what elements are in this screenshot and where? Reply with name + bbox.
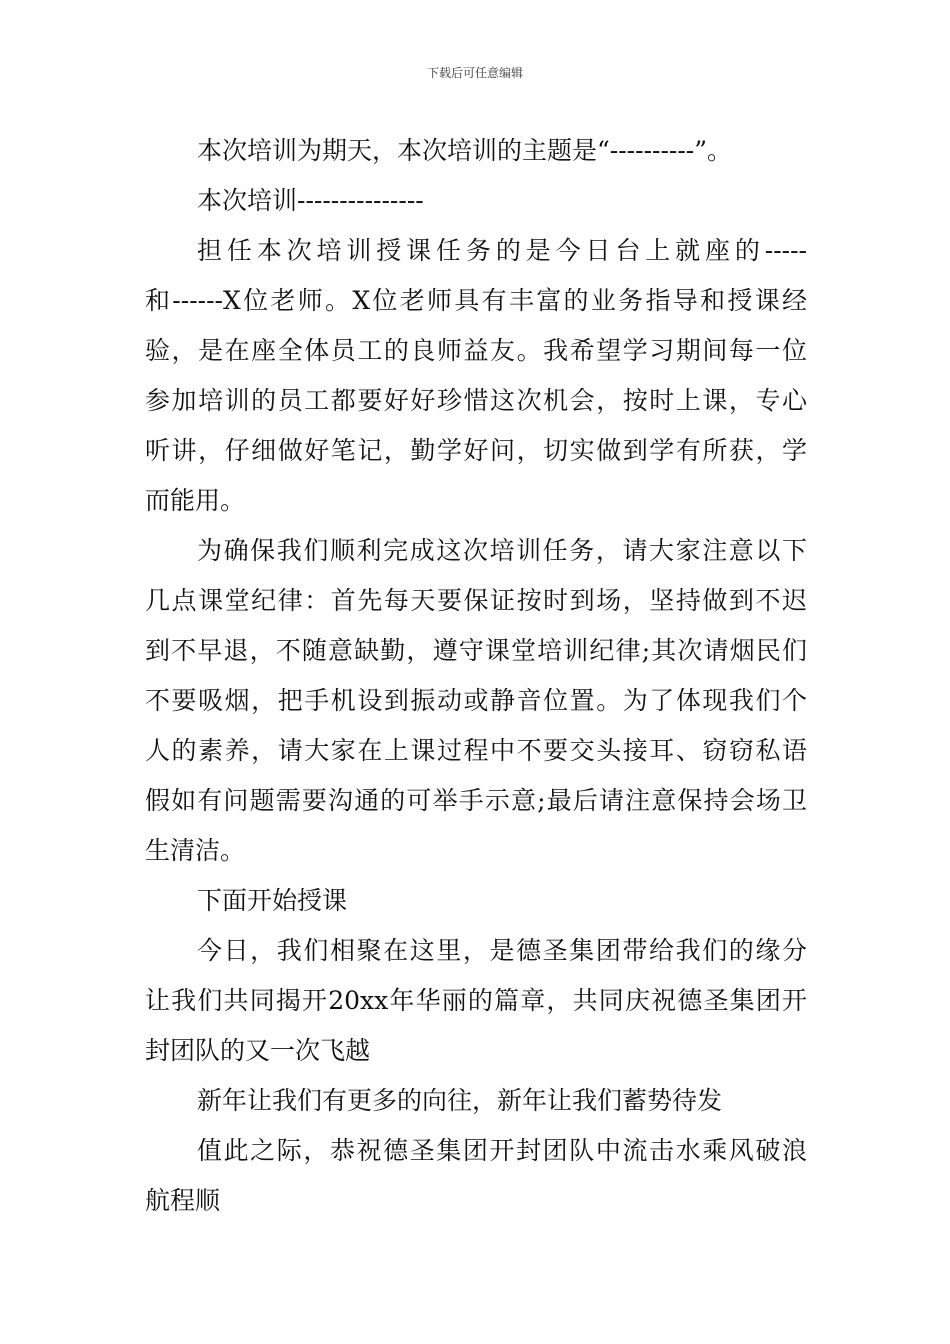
text-line: 担任本次培训授课任务的是今日台上就座的-----	[197, 236, 807, 265]
text-line: 几点课堂纪律：首先每天要保证按时到场，坚持做到不迟	[145, 586, 807, 615]
text-line: 让我们共同揭开20xx年华丽的篇章，共同庆祝德圣集团开	[145, 986, 807, 1015]
text-line: 听讲，仔细做好笔记，勤学好问，切实做到学有所获，学	[145, 436, 807, 465]
text-line: 和------X位老师。X位老师具有丰富的业务指导和授课经	[145, 286, 807, 315]
text-line: 生清洁。	[145, 836, 246, 865]
text-line: 封团队的又一次飞越	[145, 1036, 371, 1065]
text-line: 验，是在座全体员工的良师益友。我希望学习期间每一位	[145, 336, 807, 365]
text-line: 假如有问题需要沟通的可举手示意;最后请注意保持会场卫	[145, 786, 807, 815]
text-line: 下面开始授课	[197, 886, 348, 915]
text-line: 到不早退，不随意缺勤，遵守课堂培训纪律;其次请烟民们	[145, 636, 807, 665]
text-line: 为确保我们顺利完成这次培训任务，请大家注意以下	[197, 536, 807, 565]
text-line: 不要吸烟，把手机设到振动或静音位置。为了体现我们个	[145, 686, 807, 715]
text-line: 人的素养，请大家在上课过程中不要交头接耳、窃窃私语	[145, 736, 807, 765]
text-line: 本次培训为期天，本次培训的主题是“----------”。	[197, 136, 733, 165]
text-line: 参加培训的员工都要好好珍惜这次机会，按时上课，专心	[145, 386, 807, 415]
page-header-note: 下载后可任意编辑	[426, 66, 523, 80]
text-line: 今日，我们相聚在这里，是德圣集团带给我们的缘分	[197, 936, 807, 965]
text-line: 本次培训---------------	[197, 186, 424, 215]
text-line: 而能用。	[145, 486, 246, 515]
text-line: 值此之际，恭祝德圣集团开封团队中流击水乘风破浪	[197, 1136, 807, 1165]
text-line: 新年让我们有更多的向往，新年让我们蓄势待发	[197, 1086, 723, 1115]
text-line: 航程顺	[145, 1186, 221, 1215]
document-body	[145, 126, 807, 1226]
